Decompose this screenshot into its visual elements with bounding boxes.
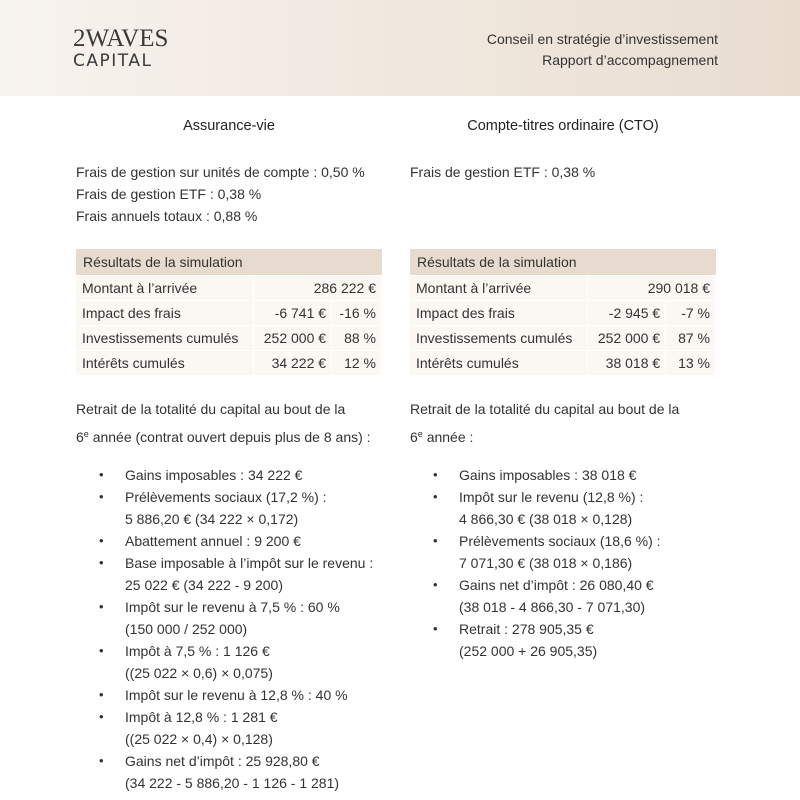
fee-line: Frais de gestion ETF : 0,38 % <box>410 164 596 180</box>
item-text: • Impôt sur le revenu à 7,5 % : 60 % <box>125 599 340 615</box>
row-label: Montant à l’arrivée <box>76 275 254 300</box>
tax-breakdown-list <box>76 464 373 794</box>
withdrawal-line2: 6e année : <box>410 429 474 445</box>
item-text: • Gains imposables : 34 222 € <box>125 467 303 483</box>
row-label: Investissements cumulés <box>76 325 254 350</box>
item-text: • Impôt sur le revenu (12,8 %) : <box>459 489 644 505</box>
item-text: • Abattement annuel : 9 200 € <box>125 533 301 549</box>
table-header: Résultats de la simulation <box>410 249 716 275</box>
logo-wordmark-bottom: CAPITAL <box>73 51 153 71</box>
item-detail: (150 000 / 252 000) <box>125 621 248 637</box>
list-item <box>410 574 661 618</box>
row-value: 252 000 € <box>588 325 666 350</box>
item-text: • Impôt à 12,8 % : 1 281 € <box>125 709 278 725</box>
list-item <box>76 464 373 486</box>
item-detail: 7 071,30 € (38 018 × 0,186) <box>459 555 633 571</box>
list-item <box>76 596 373 640</box>
fee-line: Frais de gestion sur unités de compte : 0,50 % <box>76 164 365 180</box>
list-item <box>410 530 661 574</box>
row-value: 252 000 € <box>254 325 332 350</box>
fee-line: Frais annuels totaux : 0,88 % <box>76 208 258 224</box>
row-value: 38 018 € <box>588 350 666 375</box>
tax-breakdown-list <box>410 464 661 662</box>
fees-list <box>410 161 595 183</box>
item-text: • Base imposable à l’impôt sur le revenu : <box>125 555 374 571</box>
list-item <box>76 552 373 596</box>
withdrawal-line1: Retrait de la totalité du capital au bout de la <box>410 401 680 417</box>
logo-wordmark-top: 2WAVES <box>73 25 169 52</box>
row-label: Impact des frais <box>76 300 254 325</box>
row-value: -2 945 € <box>588 300 666 325</box>
list-item <box>76 750 373 794</box>
column-title: Assurance-vie <box>183 118 275 134</box>
row-value: 290 018 € <box>588 275 716 300</box>
row-percent: -16 % <box>332 300 382 325</box>
row-value: -6 741 € <box>254 300 332 325</box>
item-text: • Gains imposables : 38 018 € <box>459 467 637 483</box>
item-detail: 5 886,20 € (34 222 × 0,172) <box>125 511 299 527</box>
fees-list <box>76 161 365 227</box>
item-detail: 25 022 € (34 222 - 9 200) <box>125 577 284 593</box>
row-percent: 12 % <box>332 350 382 375</box>
row-label: Investissements cumulés <box>410 325 588 350</box>
fee-line: Frais de gestion ETF : 0,38 % <box>76 186 262 202</box>
row-label: Intérêts cumulés <box>410 350 588 375</box>
row-label: Montant à l’arrivée <box>410 275 588 300</box>
simulation-results-table <box>410 249 716 375</box>
item-text: • Gains net d’impôt : 25 928,80 € <box>125 753 320 769</box>
row-percent: -7 % <box>666 300 716 325</box>
list-item <box>76 706 373 750</box>
column-title: Compte-titres ordinaire (CTO) <box>467 118 659 134</box>
item-text: • Gains net d’impôt : 26 080,40 € <box>459 577 654 593</box>
header-subtitle-line2: Rapport d’accompagnement <box>542 52 718 68</box>
item-detail: ((25 022 × 0,6) × 0,075) <box>125 665 273 681</box>
withdrawal-text <box>76 397 371 450</box>
table-header: Résultats de la simulation <box>76 249 382 275</box>
list-item <box>410 464 661 486</box>
table-row <box>410 275 716 300</box>
table-row <box>76 350 382 375</box>
header-subtitle-line1: Conseil en stratégie d’investissement <box>486 31 718 47</box>
list-item <box>76 486 373 530</box>
list-item <box>410 486 661 530</box>
withdrawal-line1: Retrait de la totalité du capital au bout de la <box>76 401 346 417</box>
item-text: • Prélèvements sociaux (18,6 %) : <box>459 533 661 549</box>
row-percent: 88 % <box>332 325 382 350</box>
list-item <box>410 618 661 662</box>
item-detail: (38 018 - 4 866,30 - 7 071,30) <box>459 599 646 615</box>
table-row <box>76 300 382 325</box>
row-value: 286 222 € <box>254 275 382 300</box>
item-detail: (252 000 + 26 905,35) <box>459 643 598 659</box>
item-text: • Impôt sur le revenu à 12,8 % : 40 % <box>125 687 348 703</box>
row-value: 34 222 € <box>254 350 332 375</box>
table-row <box>410 350 716 375</box>
item-detail: (34 222 - 5 886,20 - 1 126 - 1 281) <box>125 775 340 791</box>
list-item <box>76 530 373 552</box>
simulation-results-table <box>76 249 382 375</box>
row-percent: 87 % <box>666 325 716 350</box>
item-text: • Impôt à 7,5 % : 1 126 € <box>125 643 270 659</box>
item-text: • Retrait : 278 905,35 € <box>459 621 594 637</box>
item-detail: ((25 022 × 0,4) × 0,128) <box>125 731 273 747</box>
report-header <box>0 0 800 96</box>
item-text: • Prélèvements sociaux (17,2 %) : <box>125 489 327 505</box>
withdrawal-text <box>410 397 679 450</box>
row-percent: 13 % <box>666 350 716 375</box>
row-label: Impact des frais <box>410 300 588 325</box>
header-subtitle <box>487 29 718 71</box>
item-detail: 4 866,30 € (38 018 × 0,128) <box>459 511 633 527</box>
table-row <box>410 300 716 325</box>
table-row <box>76 275 382 300</box>
list-item <box>76 684 373 706</box>
list-item <box>76 640 373 684</box>
row-label: Intérêts cumulés <box>76 350 254 375</box>
withdrawal-line2: 6e année (contrat ouvert depuis plus de 8 ans) : <box>76 429 371 445</box>
table-row <box>76 325 382 350</box>
table-row <box>410 325 716 350</box>
